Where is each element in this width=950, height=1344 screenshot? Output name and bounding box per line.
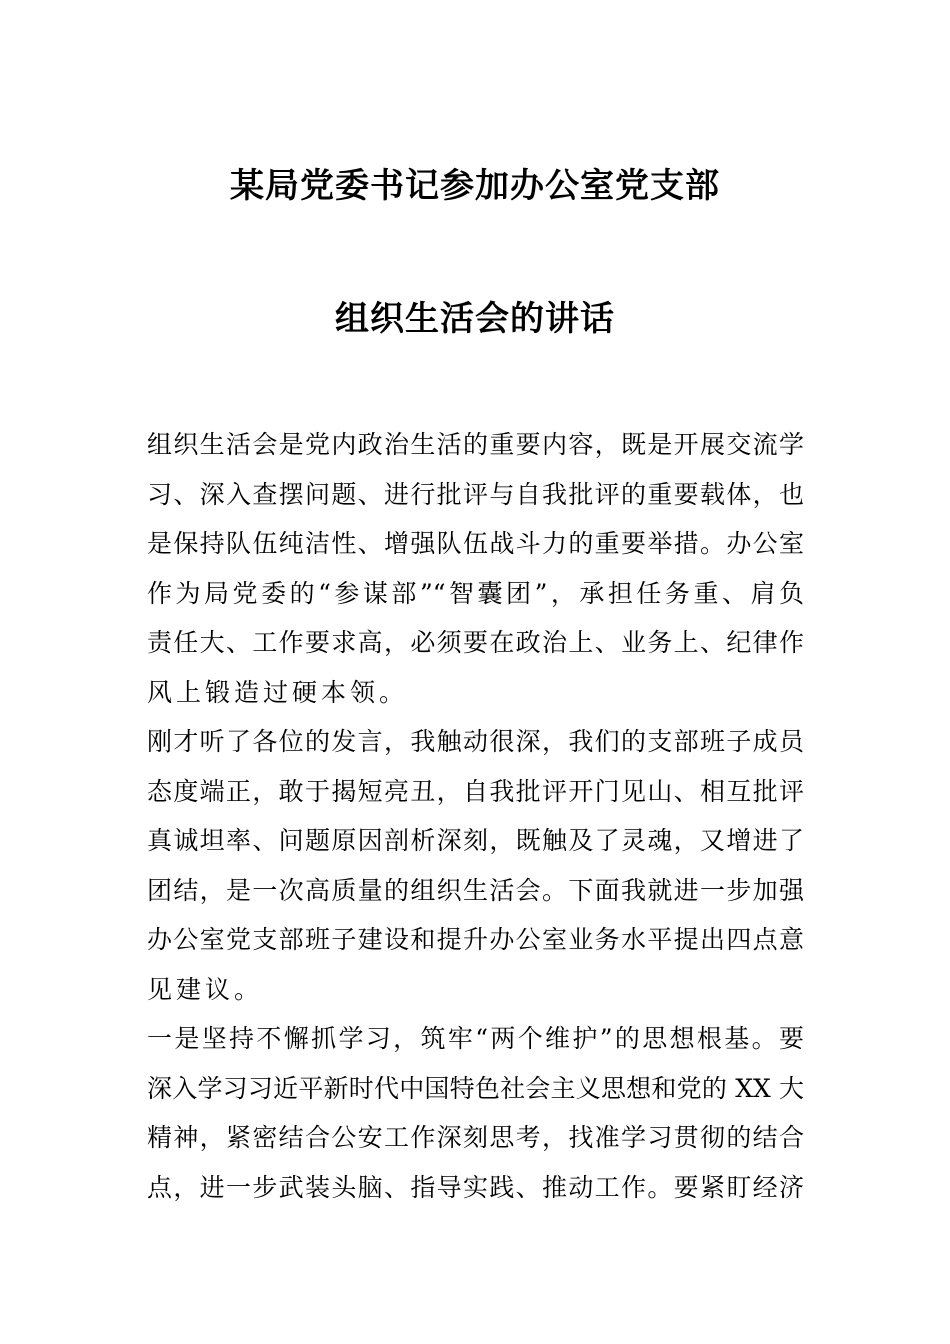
body-text-line: 办公室党支部班子建设和提升办公室业务水平提出四点意 xyxy=(147,925,804,954)
body-text-line: 见建议。 xyxy=(147,974,264,1004)
body-text-line: 态度端正，敢于揭短亮丑，自我批评开门见山、相互批评 xyxy=(147,776,804,806)
body-text-line: 点，进一步武装头脑、指导实践、推动工作。要紧盯经济 xyxy=(147,1172,804,1202)
body-text-line: 深入学习习近平新时代中国特色社会主义思想和党的 XX 大 xyxy=(147,1073,804,1103)
body-text-line: 精神，紧密结合公安工作深刻思考，找准学习贯彻的结合 xyxy=(147,1123,804,1152)
document-body xyxy=(147,420,804,1212)
body-text-line: 团结，是一次高质量的组织生活会。下面我就进一步加强 xyxy=(147,875,804,905)
document-title-line-2: 组织生活会的讲话 xyxy=(335,299,615,339)
body-text-line: 是保持队伍纯洁性、增强队伍战斗力的重要举措。办公室 xyxy=(147,529,804,558)
body-text-line: 组织生活会是党内政治生活的重要内容，既是开展交流学 xyxy=(147,430,804,459)
body-text-line: 刚才听了各位的发言，我触动很深，我们的支部班子成员 xyxy=(147,727,804,756)
body-text-line: 责任大、工作要求高，必须要在政治上、业务上、纪律作 xyxy=(147,628,804,657)
body-text-line: 习、深入查摆问题、进行批评与自我批评的重要载体，也 xyxy=(147,479,804,509)
body-text-line: 真诚坦率、问题原因剖析深刻，既触及了灵魂，又增进了 xyxy=(147,826,804,855)
document-title-line-1: 某局党委书记参加办公室党支部 xyxy=(230,166,720,206)
body-text-line: 一是坚持不懈抓学习，筑牢“两个维护”的思想根基。要 xyxy=(147,1024,804,1053)
body-text-line: 风上锻造过硬本领。 xyxy=(147,677,409,707)
body-text-line: 作为局党委的“参谋部”“智囊团”，承担任务重、肩负 xyxy=(147,578,804,608)
